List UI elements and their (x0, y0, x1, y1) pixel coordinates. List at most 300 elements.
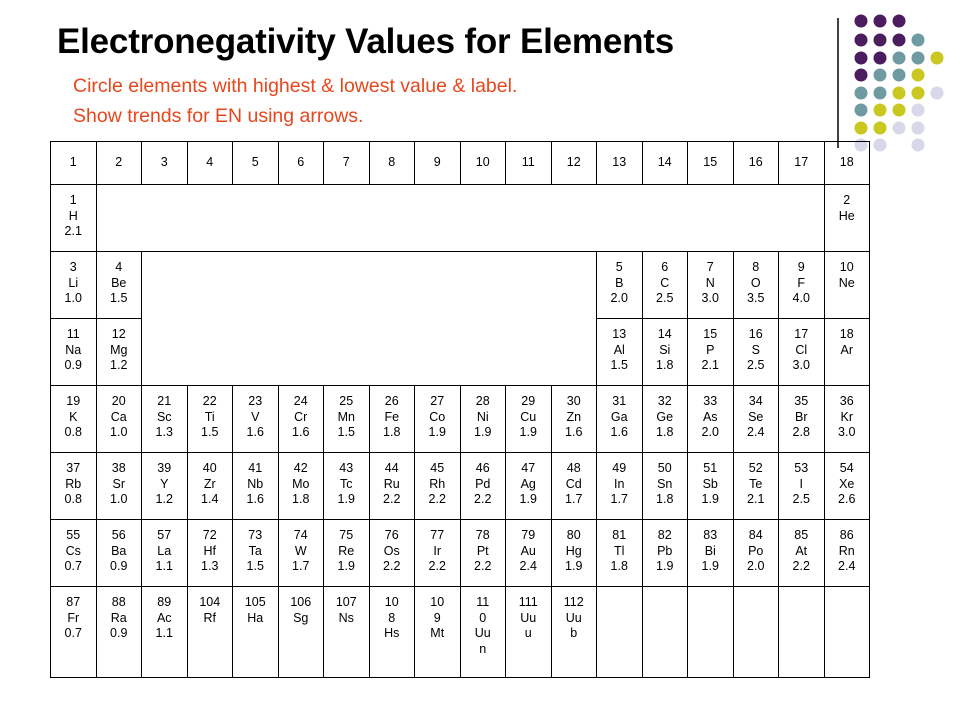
element-cell (369, 587, 415, 678)
element-atomic-number: 84 (748, 528, 763, 542)
element-atomic-number: 105 (244, 595, 266, 609)
element-cell-text (279, 587, 324, 626)
element-cell (824, 185, 870, 252)
element-cell (779, 520, 825, 587)
element-cell (688, 453, 734, 520)
decorative-dot (874, 122, 887, 135)
element-line: 0.9 (110, 559, 128, 573)
decorative-dot (874, 15, 887, 28)
element-cell (779, 252, 825, 319)
decorative-dot (855, 52, 868, 65)
element-line: As (702, 409, 718, 424)
element-cell-text (734, 386, 779, 441)
element-atomic-number: 29 (521, 394, 536, 408)
element-line: Br (795, 409, 808, 424)
element-cell (597, 587, 643, 678)
element-line: 2.2 (428, 559, 446, 573)
element-line: Kr (840, 409, 853, 424)
element-line: 1.5 (246, 559, 264, 573)
period-row (51, 252, 870, 319)
decorative-dot (893, 87, 906, 100)
element-cell-text (688, 453, 733, 508)
element-line: 1.9 (565, 559, 583, 573)
element-cell (96, 520, 142, 587)
element-line: Hg (565, 543, 582, 558)
decorative-dot (855, 34, 868, 47)
element-line: Xe (839, 476, 855, 491)
element-line: 0.7 (64, 626, 82, 640)
element-cell-text (370, 520, 415, 575)
element-cell (460, 453, 506, 520)
element-cell-text (188, 520, 233, 575)
decorative-dot (893, 34, 906, 47)
element-atomic-number: 86 (839, 528, 854, 542)
element-atomic-number: 106 (290, 595, 312, 609)
element-atomic-number: 39 (157, 461, 172, 475)
element-line: Ha (247, 610, 264, 625)
element-cell (688, 520, 734, 587)
decorative-dot (855, 122, 868, 135)
element-atomic-number: 11 (476, 595, 490, 609)
element-line: Os (383, 543, 400, 558)
element-line: Ac (156, 610, 172, 625)
element-cell (278, 386, 324, 453)
element-atomic-number: 88 (111, 595, 126, 609)
element-line: At (795, 543, 808, 558)
element-atomic-number: 36 (839, 394, 854, 408)
element-line: 3.0 (838, 425, 856, 439)
element-atomic-number: 79 (521, 528, 536, 542)
element-cell-text (734, 587, 779, 595)
element-line: 2.4 (519, 559, 537, 573)
element-atomic-number: 82 (657, 528, 672, 542)
decorative-dot (912, 34, 925, 47)
element-cell (642, 520, 688, 587)
element-cell-text (370, 453, 415, 508)
element-atomic-number: 42 (293, 461, 308, 475)
element-atomic-number: 72 (202, 528, 217, 542)
element-atomic-number: 51 (703, 461, 718, 475)
element-cell-text (97, 386, 142, 441)
group-number: 4 (187, 142, 233, 185)
element-line: Cd (565, 476, 582, 491)
element-line: 1.0 (110, 425, 128, 439)
element-atomic-number: 25 (339, 394, 354, 408)
element-cell-text (734, 252, 779, 307)
period-row (51, 453, 870, 520)
element-cell (96, 252, 142, 319)
element-line: Rh (429, 476, 446, 491)
element-line: 2.2 (792, 559, 810, 573)
element-cell (187, 386, 233, 453)
element-line: I (799, 476, 803, 491)
element-line: Rn (838, 543, 855, 558)
element-cell-text (643, 587, 688, 595)
element-line: 1.2 (155, 492, 173, 506)
group-number: 18 (824, 142, 870, 185)
element-atomic-number: 23 (248, 394, 263, 408)
element-cell-text (552, 453, 597, 508)
element-atomic-number: 28 (475, 394, 490, 408)
element-line: 1.8 (656, 358, 674, 372)
element-cell (597, 520, 643, 587)
element-line: Po (748, 543, 764, 558)
element-line: Hs (384, 626, 400, 640)
element-cell-text (188, 587, 233, 626)
element-line: Fr (67, 610, 80, 625)
element-cell-text (597, 252, 642, 307)
element-cell-text (643, 453, 688, 508)
element-line: 1.9 (474, 425, 492, 439)
element-line: Sb (702, 476, 718, 491)
element-cell-text (51, 587, 96, 642)
group-number: 15 (688, 142, 734, 185)
group-number: 12 (551, 142, 597, 185)
element-atomic-number: 2 (843, 193, 851, 207)
period-row (51, 185, 870, 252)
element-cell (51, 386, 97, 453)
element-line: Ir (433, 543, 442, 558)
element-atomic-number: 57 (157, 528, 172, 542)
element-cell-text (825, 587, 870, 595)
element-cell-text (324, 520, 369, 575)
element-cell-text (734, 453, 779, 508)
element-cell (142, 453, 188, 520)
element-line: Tc (340, 476, 353, 491)
element-line: Ne (838, 275, 855, 290)
element-cell-text (461, 520, 506, 575)
element-atomic-number: 11 (66, 327, 80, 341)
element-cell-text (233, 453, 278, 508)
element-cell (688, 587, 734, 678)
element-cell (551, 520, 597, 587)
element-cell-text (643, 520, 688, 575)
element-cell-text (324, 386, 369, 441)
element-cell (733, 319, 779, 386)
element-cell-text (688, 520, 733, 575)
element-cell-text (51, 185, 96, 240)
element-cell (551, 453, 597, 520)
element-cell-text (643, 252, 688, 307)
element-line: Ge (656, 409, 674, 424)
element-cell-text (688, 319, 733, 374)
element-line: 0.9 (64, 358, 82, 372)
element-cell-text (597, 587, 642, 595)
element-line: Tl (614, 543, 625, 558)
element-atomic-number: 32 (657, 394, 672, 408)
decorative-dot (912, 52, 925, 65)
element-cell (597, 453, 643, 520)
element-cell (642, 453, 688, 520)
element-atomic-number: 44 (384, 461, 399, 475)
element-atomic-number: 10 (384, 595, 399, 609)
element-line: 2.5 (792, 492, 810, 506)
element-cell (824, 453, 870, 520)
element-cell (324, 520, 370, 587)
decorative-dot (874, 69, 887, 82)
element-cell (324, 453, 370, 520)
element-cell (233, 520, 279, 587)
element-atomic-number: 33 (703, 394, 718, 408)
period-row (51, 520, 870, 587)
element-cell (51, 319, 97, 386)
element-cell-text (51, 386, 96, 441)
element-cell-text (688, 587, 733, 595)
element-line: W (294, 543, 307, 558)
element-atomic-number: 40 (202, 461, 217, 475)
element-atomic-number: 78 (475, 528, 490, 542)
element-line: Mt (430, 626, 445, 640)
element-line: 3.0 (701, 291, 719, 305)
element-cell-text (324, 453, 369, 508)
decorative-dot (874, 34, 887, 47)
element-atomic-number: 34 (748, 394, 763, 408)
element-line: 0 (479, 610, 487, 625)
decorative-dot (893, 15, 906, 28)
element-atomic-number: 85 (794, 528, 809, 542)
element-atomic-number: 89 (157, 595, 172, 609)
element-line: 1.1 (155, 626, 173, 640)
element-line: 4.0 (792, 291, 810, 305)
element-line: 0.9 (110, 626, 128, 640)
element-cell (733, 587, 779, 678)
element-atomic-number: 81 (612, 528, 627, 542)
element-cell-text (825, 252, 870, 291)
element-atomic-number: 75 (339, 528, 354, 542)
element-line: Ag (520, 476, 536, 491)
element-cell-text (506, 386, 551, 441)
group-number: 11 (506, 142, 552, 185)
element-line: Mg (110, 342, 128, 357)
element-line: 2.8 (792, 425, 810, 439)
element-line: Cr (294, 409, 308, 424)
element-line: 1.8 (656, 425, 674, 439)
element-line: Sc (156, 409, 172, 424)
element-cell-text (279, 386, 324, 441)
element-line: F (797, 275, 806, 290)
element-cell-text (97, 587, 142, 642)
element-line: 2.4 (747, 425, 765, 439)
decorative-dot (855, 87, 868, 100)
element-cell (369, 386, 415, 453)
element-line: Uu (520, 610, 537, 625)
element-atomic-number: 21 (157, 394, 172, 408)
period-row (51, 386, 870, 453)
element-cell (824, 386, 870, 453)
element-line: Ti (204, 409, 215, 424)
period-row (51, 587, 870, 678)
decorative-dot (874, 104, 887, 117)
element-line: 2.1 (701, 358, 719, 372)
decorative-dot (874, 139, 887, 152)
element-cell-text (688, 386, 733, 441)
element-cell-text (233, 386, 278, 441)
element-line: 2.1 (64, 224, 82, 238)
element-cell (733, 453, 779, 520)
element-line: H (68, 208, 78, 223)
group-number: 6 (278, 142, 324, 185)
element-line: 1.1 (155, 559, 173, 573)
element-cell (642, 252, 688, 319)
element-cell-text (597, 520, 642, 575)
page-title: Electronegativity Values for Elements (57, 22, 674, 61)
element-cell-text (597, 319, 642, 374)
element-line: 1.9 (428, 425, 446, 439)
element-cell-text (142, 453, 187, 508)
element-cell (278, 587, 324, 678)
element-line: N (705, 275, 715, 290)
element-line: Ar (840, 342, 853, 357)
element-line: 9 (433, 610, 441, 625)
element-atomic-number: 112 (563, 595, 584, 609)
element-atomic-number: 45 (430, 461, 445, 475)
element-atomic-number: 83 (703, 528, 718, 542)
element-line: 1.2 (110, 358, 128, 372)
element-line: 2.4 (838, 559, 856, 573)
element-cell (233, 587, 279, 678)
group-number: 1 (51, 142, 97, 185)
element-line: Cu (520, 409, 537, 424)
element-atomic-number: 24 (293, 394, 308, 408)
element-atomic-number: 80 (566, 528, 581, 542)
element-cell (597, 252, 643, 319)
element-cell (642, 319, 688, 386)
element-line: La (157, 543, 172, 558)
element-cell-text (825, 319, 870, 358)
element-atomic-number: 76 (384, 528, 399, 542)
element-cell (96, 587, 142, 678)
element-line: 1.8 (292, 492, 310, 506)
element-atomic-number: 5 (615, 260, 623, 274)
element-cell-text (415, 587, 460, 642)
element-cell-text (779, 319, 824, 374)
element-atomic-number: 47 (521, 461, 536, 475)
element-cell (779, 319, 825, 386)
group-number: 17 (779, 142, 825, 185)
element-line: 1.9 (337, 492, 355, 506)
element-line: Cl (795, 342, 808, 357)
element-line: Ga (610, 409, 628, 424)
element-cell (460, 587, 506, 678)
element-atomic-number: 22 (202, 394, 217, 408)
element-cell-text (188, 386, 233, 441)
element-cell (187, 520, 233, 587)
element-atomic-number: 8 (752, 260, 760, 274)
element-line: u (524, 626, 532, 640)
element-cell-text (643, 319, 688, 374)
element-line: 1.8 (383, 425, 401, 439)
element-line: b (570, 626, 578, 640)
element-cell (779, 386, 825, 453)
group-number: 3 (142, 142, 188, 185)
decorative-dot (893, 104, 906, 117)
element-line: 1.6 (610, 425, 628, 439)
element-line: Mo (292, 476, 310, 491)
element-line: 2.2 (383, 559, 401, 573)
decorative-dot (855, 69, 868, 82)
element-line: P (706, 342, 715, 357)
group-number: 9 (415, 142, 461, 185)
element-line: 1.6 (565, 425, 583, 439)
element-line: 2.0 (747, 559, 765, 573)
element-line: Pd (475, 476, 491, 491)
element-line: 0.7 (64, 559, 82, 573)
element-atomic-number: 14 (657, 327, 672, 341)
element-cell-text (688, 252, 733, 307)
element-cell (506, 587, 552, 678)
element-cell (551, 386, 597, 453)
element-line: B (615, 275, 624, 290)
group-header-row (51, 142, 870, 185)
element-cell (187, 587, 233, 678)
element-line: Ta (248, 543, 262, 558)
element-atomic-number: 26 (384, 394, 399, 408)
element-atomic-number: 17 (794, 327, 809, 341)
element-line: Be (111, 275, 127, 290)
group-number: 8 (369, 142, 415, 185)
element-cell (233, 453, 279, 520)
element-cell (506, 386, 552, 453)
element-line: Al (613, 342, 625, 357)
group-number: 16 (733, 142, 779, 185)
element-line: 1.0 (64, 291, 82, 305)
element-line: 1.9 (701, 559, 719, 573)
element-cell-text (779, 252, 824, 307)
element-cell-text (415, 386, 460, 441)
group-number: 5 (233, 142, 279, 185)
element-cell (733, 520, 779, 587)
element-line: Nb (247, 476, 264, 491)
element-line: Uu (474, 626, 491, 640)
element-atomic-number: 13 (612, 327, 627, 341)
element-cell (824, 520, 870, 587)
element-cell-text (779, 520, 824, 575)
element-line: C (660, 275, 670, 290)
element-cell (369, 453, 415, 520)
element-line: Sr (112, 476, 125, 491)
element-atomic-number: 9 (797, 260, 805, 274)
element-cell-text (552, 520, 597, 575)
element-atomic-number: 6 (661, 260, 669, 274)
element-line: 2.0 (610, 291, 628, 305)
element-atomic-number: 43 (339, 461, 354, 475)
element-atomic-number: 27 (430, 394, 445, 408)
element-cell (642, 587, 688, 678)
element-cell-text (51, 453, 96, 508)
element-line: 1.9 (656, 559, 674, 573)
decorative-dot (855, 15, 868, 28)
element-line: V (251, 409, 260, 424)
element-line: 0.8 (64, 492, 82, 506)
element-atomic-number: 3 (69, 260, 77, 274)
element-line: Si (659, 342, 671, 357)
element-atomic-number: 15 (703, 327, 718, 341)
element-cell (688, 319, 734, 386)
element-cell-text (597, 453, 642, 508)
element-cell (506, 453, 552, 520)
element-line: Ra (110, 610, 127, 625)
element-line: Zr (203, 476, 216, 491)
element-line: Ru (383, 476, 400, 491)
decorative-dot (893, 52, 906, 65)
element-cell (233, 386, 279, 453)
element-line: K (69, 409, 78, 424)
element-cell-text (825, 453, 870, 508)
element-cell-text (279, 453, 324, 508)
element-cell-text (51, 319, 96, 374)
element-cell (824, 587, 870, 678)
element-cell-text (97, 453, 142, 508)
